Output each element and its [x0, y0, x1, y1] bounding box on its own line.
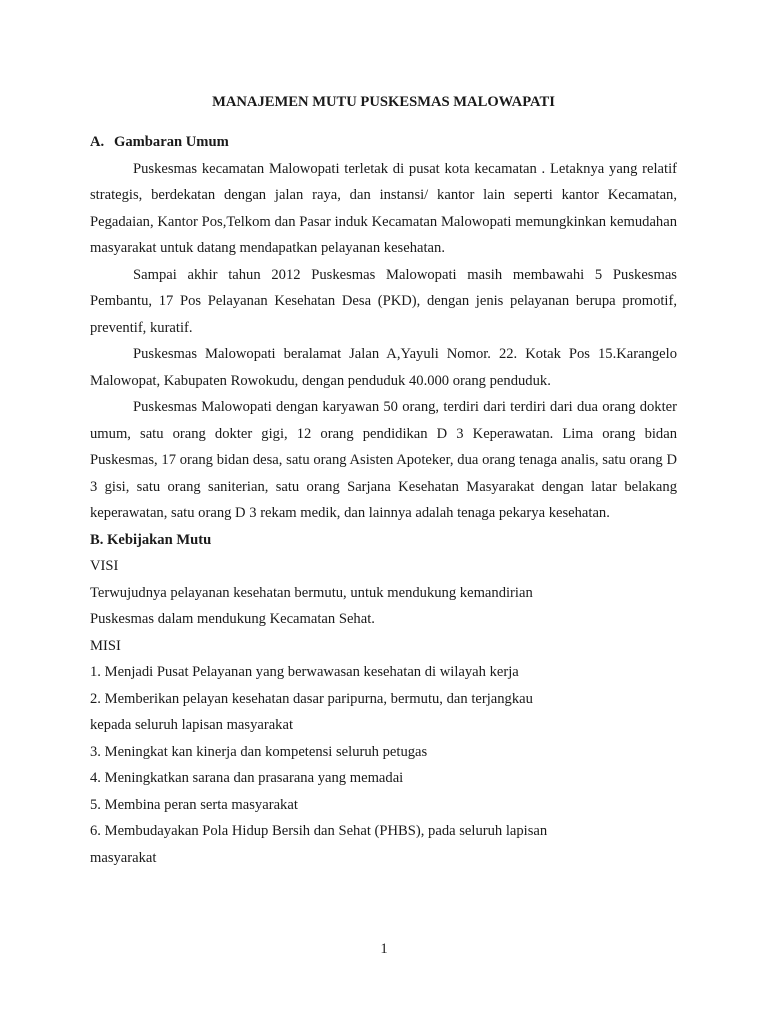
- page-number: 1: [380, 941, 388, 957]
- visi-line: Terwujudnya pelayanan kesehatan bermutu, untuk mendukung kemandirian: [90, 584, 533, 601]
- section-a-paragraph-1: Puskesmas kecamatan Malowopati terletak di pusat kota kecamatan . Letaknya yang relatif strategis, berdekatan dengan jalan raya, dan instansi/ kantor lain seperti kantor Kecamatan, Pegadaian, Kantor Pos,Telkom dan Pasar induk Kecamatan Malowopati memungkinkan kemudahan masyarakat untuk datang mendapatkan pelayanan kesehatan.: [90, 160, 677, 256]
- misi-line: 5. Membina peran serta masyarakat: [90, 796, 298, 813]
- section-b-heading: B. Kebijakan Mutu: [90, 531, 212, 548]
- visi-label: VISI: [90, 558, 119, 574]
- document-page: [90, 88, 677, 871]
- misi-label: MISI: [90, 637, 121, 654]
- document-title: MANAJEMEN MUTU PUSKESMAS MALOWAPATI: [212, 94, 555, 110]
- section-a-heading: [90, 129, 677, 156]
- misi-line: masyarakat: [90, 849, 157, 866]
- section-a-heading-text: Gambaran Umum: [114, 134, 229, 150]
- misi-line: 3. Meningkat kan kinerja dan kompetensi seluruh petugas: [90, 743, 428, 760]
- visi-line: Puskesmas dalam mendukung Kecamatan Sehat.: [90, 611, 375, 627]
- section-a-number: A.: [90, 134, 105, 150]
- misi-line: 2. Memberikan pelayan kesehatan dasar paripurna, bermutu, dan terjangkau: [90, 690, 533, 707]
- misi-line: kepada seluruh lapisan masyarakat: [90, 717, 294, 733]
- misi-line: 4. Meningkatkan sarana dan prasarana yang memadai: [90, 770, 404, 786]
- misi-line: 6. Membudayakan Pola Hidup Bersih dan Sehat (PHBS), pada seluruh lapisan: [90, 823, 548, 839]
- section-a-paragraph-4: Puskesmas Malowopati dengan karyawan 50 orang, terdiri dari terdiri dari dua orang dokter umum, satu orang dokter gigi, 12 orang pendidikan D 3 Keperawatan. Lima orang bidan Puskesmas, 17 orang bidan desa, satu orang Asisten Apoteker, dua orang tenaga analis, satu orang D 3 gisi, satu orang saniterian, satu orang Sarjana Kesehatan Masyarakat dengan latar belakang keperawatan, satu orang D 3 rekam medik, dan lainnya adalah tenaga pekarya kesehatan.: [90, 399, 677, 521]
- section-a-paragraph-2: Sampai akhir tahun 2012 Puskesmas Malowopati masih membawahi 5 Puskesmas Pembantu, 17 Pos Pelayanan Kesehatan Desa (PKD), dengan jenis pelayanan berupa promotif, preventif, kuratif.: [90, 266, 677, 336]
- section-a-paragraph-3: Puskesmas Malowopati beralamat Jalan A,Yayuli Nomor. 22. Kotak Pos 15.Karangelo Malowopat, Kabupaten Rowokudu, dengan penduduk 40.000 orang penduduk.: [90, 346, 677, 389]
- misi-line: 1. Menjadi Pusat Pelayanan yang berwawasan kesehatan di wilayah kerja: [90, 664, 519, 680]
